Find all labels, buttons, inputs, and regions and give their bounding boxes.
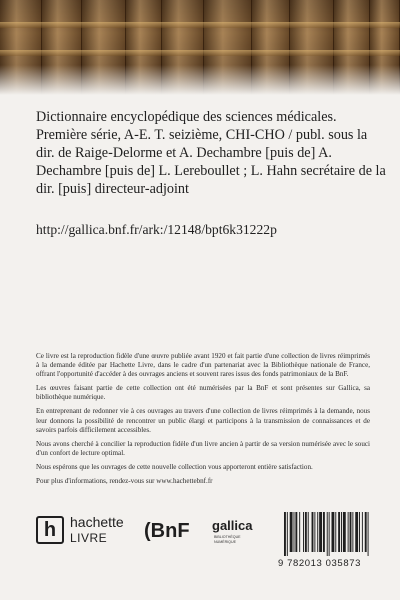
notice-paragraph: Nous espérons que les ouvrages de cette nouvelle collection vous apporteront entière satisfaction. bbox=[36, 462, 313, 471]
barcode-bar bbox=[305, 512, 307, 552]
cover-footer bbox=[36, 512, 366, 572]
notice-paragraph: En entreprenant de redonner vie à ces ouvrages au travers d'une collection de livres réimprimés à la demande, nous leur donnons la possibilité de rencontrer un public élargi et participons à la transmission de connaissances et de savoirs parfois difficilement accessibles. bbox=[36, 407, 370, 434]
barcode-bar bbox=[368, 512, 369, 556]
barcode-bar bbox=[343, 512, 346, 552]
gallica-wordmark: gallica bbox=[212, 518, 253, 533]
barcode-bar bbox=[308, 512, 309, 552]
barcode-bars-icon bbox=[284, 512, 396, 556]
hachette-wordmark: hachette bbox=[70, 514, 124, 530]
barcode-bar bbox=[335, 512, 336, 552]
notice-paragraph: Les œuvres faisant partie de cette collection ont été numérisées par la BnF et sont présentes sur Gallica, sa bibliothèque numérique. bbox=[36, 384, 370, 402]
barcode-bar bbox=[362, 512, 363, 552]
barcode-bar bbox=[303, 512, 304, 552]
notice-paragraph: Pour plus d'informations, rendez-vous sur www.hachettebnf.fr bbox=[36, 477, 213, 486]
gallica-url[interactable]: http://gallica.bnf.fr/ark:/12148/bpt6k31222p bbox=[36, 222, 277, 237]
cover-book-spines-image bbox=[0, 0, 400, 95]
book-title: Dictionnaire encyclopédique des sciences médicales. Première série, A-E. T. seizième, CHI-CHO / publ. sous la dir. de Raige-Delorme et A. Dechambre [puis de] A. Dechambre [puis de] L. Lereboullet ; L. Hahn secrétaire de la dir. [puis] directeur-adjoint bbox=[36, 109, 386, 197]
barcode-bar bbox=[365, 512, 367, 552]
hachette-livre-logo bbox=[36, 512, 136, 552]
barcode-bar bbox=[317, 512, 318, 552]
barcode-bar bbox=[352, 512, 353, 552]
barcode-bar bbox=[332, 512, 335, 552]
barcode-bar bbox=[338, 512, 340, 552]
barcode-bar bbox=[341, 512, 342, 552]
barcode-bar bbox=[323, 512, 325, 552]
barcode-bar bbox=[287, 512, 288, 556]
barcode-bar bbox=[295, 512, 297, 552]
barcode-bar bbox=[299, 512, 300, 552]
barcode-bar bbox=[359, 512, 360, 552]
hachette-mark-icon: h bbox=[36, 516, 64, 544]
gallica-logo bbox=[212, 514, 254, 550]
hachette-sub-wordmark: LIVRE bbox=[70, 531, 108, 545]
gallica-sub-wordmark: BIBLIOTHÈQUE bbox=[214, 535, 241, 539]
barcode-bar bbox=[314, 512, 315, 552]
barcode-bar bbox=[312, 512, 314, 552]
barcode-bar bbox=[329, 512, 330, 556]
barcode-bar bbox=[350, 512, 352, 552]
isbn-barcode bbox=[278, 512, 400, 570]
barcode-bar bbox=[294, 512, 295, 552]
barcode-bar bbox=[319, 512, 322, 552]
gallica-sub-wordmark: NUMÉRIQUE bbox=[214, 540, 236, 544]
isbn-digits: 9 782013 035873 bbox=[278, 558, 361, 569]
barcode-bar bbox=[348, 512, 349, 552]
barcode-bar bbox=[327, 512, 328, 556]
barcode-bar bbox=[284, 512, 286, 556]
notice-paragraph: Nous avons cherché à concilier la reproduction fidèle d'un livre ancien à partir de sa version numérisée avec le souci d'un confort de lecture optimal. bbox=[36, 439, 370, 457]
bnf-logo: (BnF bbox=[144, 520, 190, 542]
barcode-bar bbox=[290, 512, 293, 552]
publisher-notice bbox=[36, 352, 370, 491]
barcode-bar bbox=[355, 512, 358, 552]
notice-paragraph: Ce livre est la reproduction fidèle d'une œuvre publiée avant 1920 et fait partie d'une collection de livres réimprimés à la demande éditée par Hachette Livre, dans le cadre d'un partenariat avec la Bibliothèque nationale de France, offrant l'opportunité d'accéder à des ouvrages anciens et souvent rares issus des fonds patrimoniaux de la BnF. bbox=[36, 352, 370, 379]
